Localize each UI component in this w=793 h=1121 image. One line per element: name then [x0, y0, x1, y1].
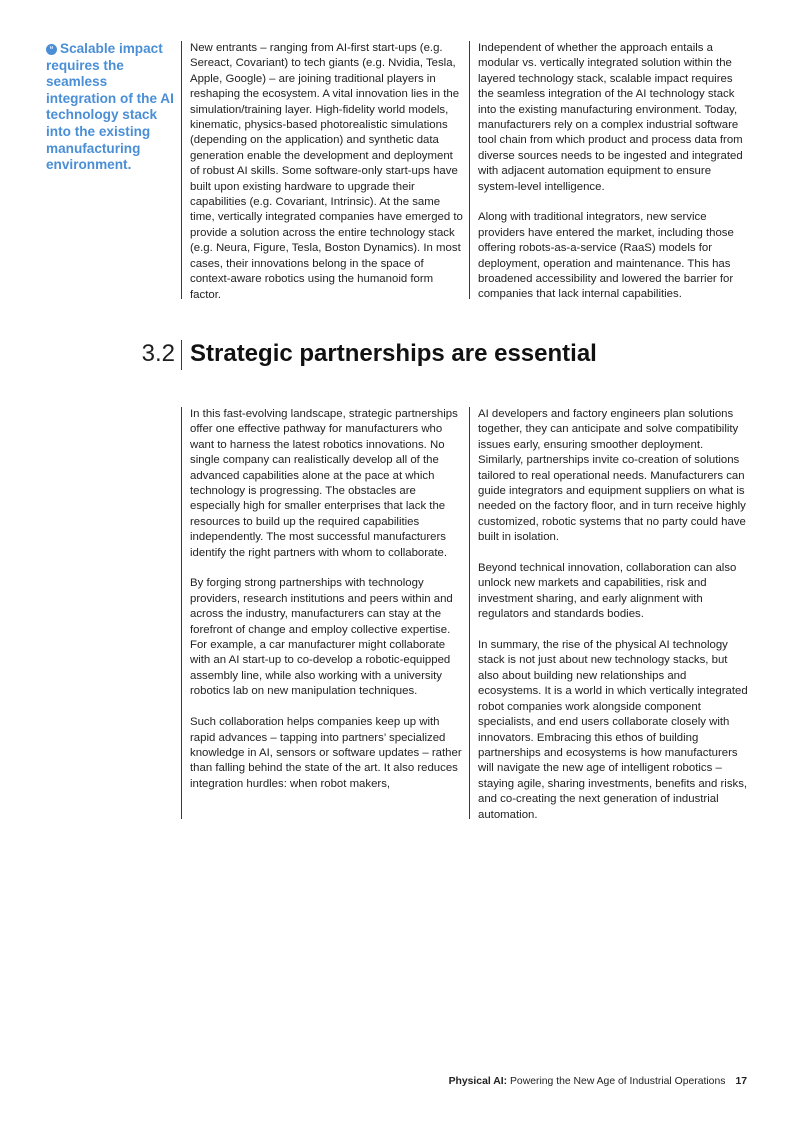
paragraph: New entrants – ranging from AI-first start-ups (e.g. Sereact, Covariant) to tech giants (e.g. Nvidia, Tesla, Apple, Google) – are joining traditional players in reshaping the ecosystem. A vital innovation lies in the simulation/training layer. High-fidelity world models, kinematic, physics-based photorealistic simulations (depending on the application) and synthetic data generation enable the development and deployment of robust AI skills. Some software-only start-ups have built upon existing hardware to upgrade their capabilities (e.g. Covariant, Intrinsic). At the same time, vertically integrated companies have emerged to provide a solution across the entire technology stack (e.g. Neura, Figure, Tesla, Boston Dynamics). In most cases, their innovations belong in the space of context-aware robotics using the humanoid form factor.	[190, 42, 463, 301]
section-divider	[181, 340, 182, 370]
paragraph: Along with traditional integrators, new service providers have entered the market, including those offering robots-as-a-service (RaaS) models for deployment, operation and maintenance. This has broadened accessibility and lowered the barrier for companies that lack internal capabilities.	[478, 211, 734, 301]
paragraph: Such collaboration helps companies keep up with rapid advances – tapping into partners’ specialized knowledge in AI, sensors or software updates – rather than falling behind the state of the art. It also reduces integration hurdles: when robot makers,	[190, 716, 462, 790]
top-right-column	[469, 41, 751, 299]
paragraph: By forging strong partnerships with technology providers, research institutions and peers within and across the industry, manufacturers can stay at the forefront of change and employ collective expertise. For example, a car manufacturer might collaborate with an AI start-up to co-develop a robotic-equipped assembly line, while also working with a university robotics lab on new manipulation techniques.	[190, 577, 453, 698]
footer-title-bold: Physical AI:	[448, 1076, 508, 1087]
paragraph: In this fast-evolving landscape, strategic partnerships offer one effective pathway for manufacturers who want to harness the latest robotics innovations. No single company can realistically develop all of the advanced capabilities alone at the pace at which technology is progressing. The obstacles are especially high for smaller enterprises that lack the resources to build up the required capabilities independently. The most successful manufacturers identify the right partners with whom to collaborate.	[190, 408, 458, 559]
paragraph: Beyond technical innovation, collaboration can also unlock new markets and capabilities, risk and investment sharing, and early alignment with regulators and standards bodies.	[478, 562, 737, 621]
pull-quote	[46, 41, 178, 174]
quote-icon: “	[46, 44, 57, 55]
section-title: Strategic partnerships are essential	[190, 340, 597, 367]
paragraph: In summary, the rise of the physical AI technology stack is not just about new technology stacks, but also about building new relationships and ecosystems. It is a world in which vertically integrated robot companies work alongside component specialists, and end users collaborate closely with innovators. Embracing this ethos of building partnerships and ecosystems is how manufacturers will navigate the new age of intelligent robotics – staying agile, sharing investments, benefits and risks, and co-creating the next generation of industrial automation.	[478, 639, 748, 821]
page-footer	[449, 1076, 747, 1087]
top-left-column	[181, 41, 463, 299]
pull-quote-text: Scalable impact requires the seamless integration of the AI technology stack into the existing manufacturing environment.	[46, 41, 174, 173]
bottom-left-column	[181, 407, 463, 819]
paragraph: Independent of whether the approach entails a modular vs. vertically integrated solution within the layered technology stack, scalable impact requires the seamless integration of the AI technology stack into the existing manufacturing environment. Today, manufacturers rely on a complex industrial software tool chain from which product and process data from diverse sources needs to be ingested and integrated with adjacent automation equipment to ensure system-level intelligence.	[478, 42, 743, 193]
paragraph: AI developers and factory engineers plan solutions together, they can anticipate and solve compatibility issues early, ensuring smoother deployment. Similarly, partnerships invite co-creation of solutions tailored to real operational needs. Manufacturers can guide integrators and equipment suppliers on what is needed on the factory floor, and in turn receive highly customized, robotic systems that no party could have built in isolation.	[478, 408, 746, 544]
bottom-right-column	[469, 407, 751, 819]
footer-title: Powering the New Age of Industrial Operations	[507, 1076, 726, 1087]
page-number: 17	[735, 1076, 747, 1087]
section-number: 3.2	[141, 340, 175, 367]
